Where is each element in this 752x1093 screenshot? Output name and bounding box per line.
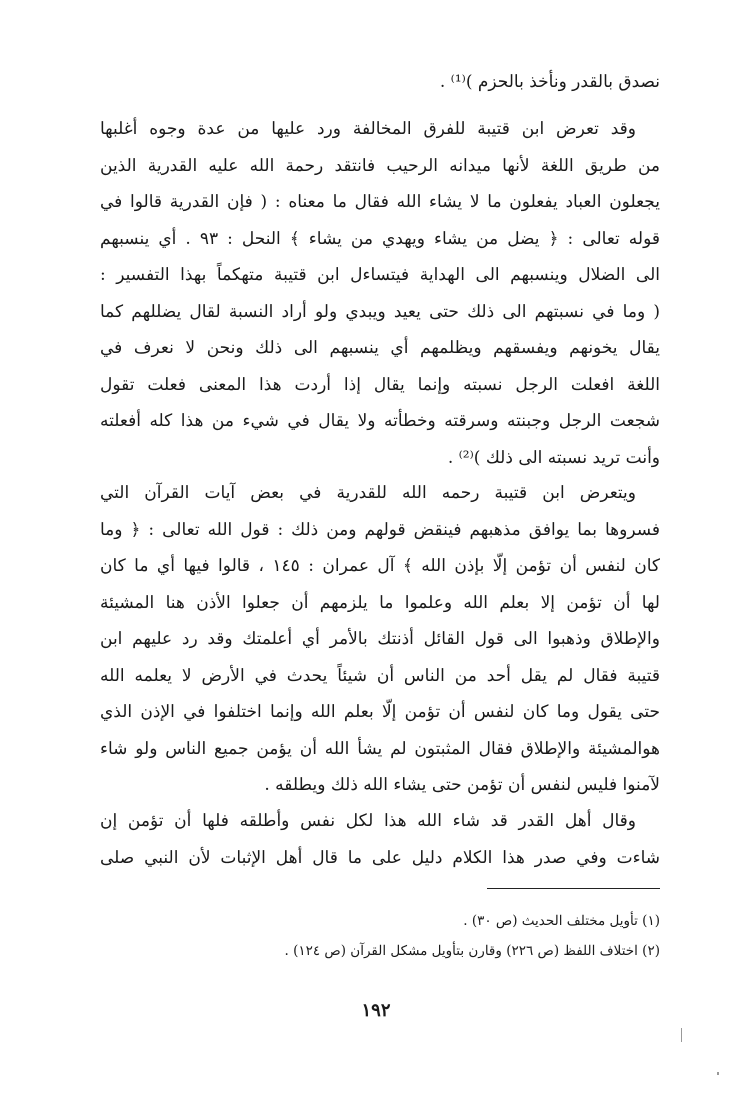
text-line: وقد تعرض ابن قتيبة للفرق المخالفة ورد عليها من عدة وجوه أغلبها [100,119,636,139]
text-line: حتى يقول وما كان لنفس أن تؤمن إلّا بعلم الله وإنما اختلفوا في الإذن الذي [100,702,660,722]
scan-artifact [681,1028,682,1042]
text-line: ويتعرض ابن قتيبة رحمه الله للقدرية في بعض آيات القرآن التي [100,483,636,503]
paragraph-continuation [100,64,660,101]
paragraph-qadariyya-critique [100,111,660,476]
text-line: فسروها بما يوافق مذهبهم فينقض قولهم ومن ذلك : قول الله تعالى : ﴿ وما [100,519,660,540]
text-line: لآمنوا فليس لنفس أن تؤمن حتى يشاء الله ذلك ويطلقه . [264,775,660,795]
text-line: يقال يخونهم ويفسقهم ويظلمهم أي ينسبهم الى ذلك ونحن لا نعرف في [100,338,660,358]
text-line: شجعت الرجل وجبنته وسرقته وخطأته ولا يقال في شيء من هذا كله أفعلته [100,411,660,431]
text-line: وأنت تريد نسبته الى ذلك )⁽²⁾ . [447,447,660,468]
scan-artifact [717,1072,719,1075]
paragraph-quran-verses [100,475,660,804]
text-line: من طريق اللغة لأنها ميدانه الرحيب فانتقد رحمة الله عليه القدرية الذين [100,155,660,176]
text-line: شاءت وفي صدر هذا الكلام دليل على ما قال أهل الإثبات لأن النبي صلى [100,847,660,868]
footnote-1: (١) تأويل مختلف الحديث (ص ٣٠) . [463,913,660,929]
text-line: لها أن تؤمن إلا بعلم الله وعلموا ما يلزمهم أن جعلوا الأذن هنا المشيئة [100,592,660,613]
text-line: اللغة افعلت الرجل نسبته وإنما يقال إذا أردت هذا المعنى فعلت تقول [100,374,660,395]
paragraph-ahl-al-qadar [100,803,660,876]
footnote-2: (٢) اختلاف اللفظ (ص ٢٢٦) وقارن بتأويل مشكل القرآن (ص ١٢٤) . [284,943,660,959]
text-line: ( وما في نسبتهم الى ذلك حتى يعيد ويبدي ولو أراد النسبة لقال يضللهم كما [100,301,660,322]
page-number: ١٩٢ [361,1000,391,1021]
text-line: قوله تعالى : ﴿ يضل من يشاء ويهدي من يشاء ﴾ النحل : ٩٣ . أي ينسبهم [100,228,661,249]
text-line: الى الضلال وينسبهم الى الهداية فيتساءل ابن قتيبة متهكماً بهذا التفسير : [100,265,660,285]
text-line: والإطلاق وذهبوا الى قول القائل أذنتك بالأمر أي أعلمتك وقد رد عليهم ابن [100,629,660,649]
text-line: يجعلون العباد يفعلون ما لا يشاء الله فقال ما معناه : ( فإن القدرية قالوا في [100,192,660,212]
text-line: وقال أهل القدر قد شاء الله هذا لكل نفس وأطلقه فلها أن تؤمن إن [100,811,636,831]
text-line: قتيبة فقال لم يقل أحد من الناس أن شيئاً يحدث في الأرض لا يعلمه الله [100,665,660,686]
text-line: كان لنفس أن تؤمن إلّا بإذن الله ﴾ آل عمران : ١٤٥ ، قالوا فيها أي ما كان [100,556,660,576]
text-line: هوالمشيئة والإطلاق فقال المثبتون لم يشأ الله أن يؤمن جميع الناس ولو شاء [100,738,660,759]
text-line: نصدق بالقدر ونأخذ بالحزم )⁽¹⁾ . [439,72,660,92]
footnote-separator [487,888,660,889]
footnotes [100,906,660,966]
